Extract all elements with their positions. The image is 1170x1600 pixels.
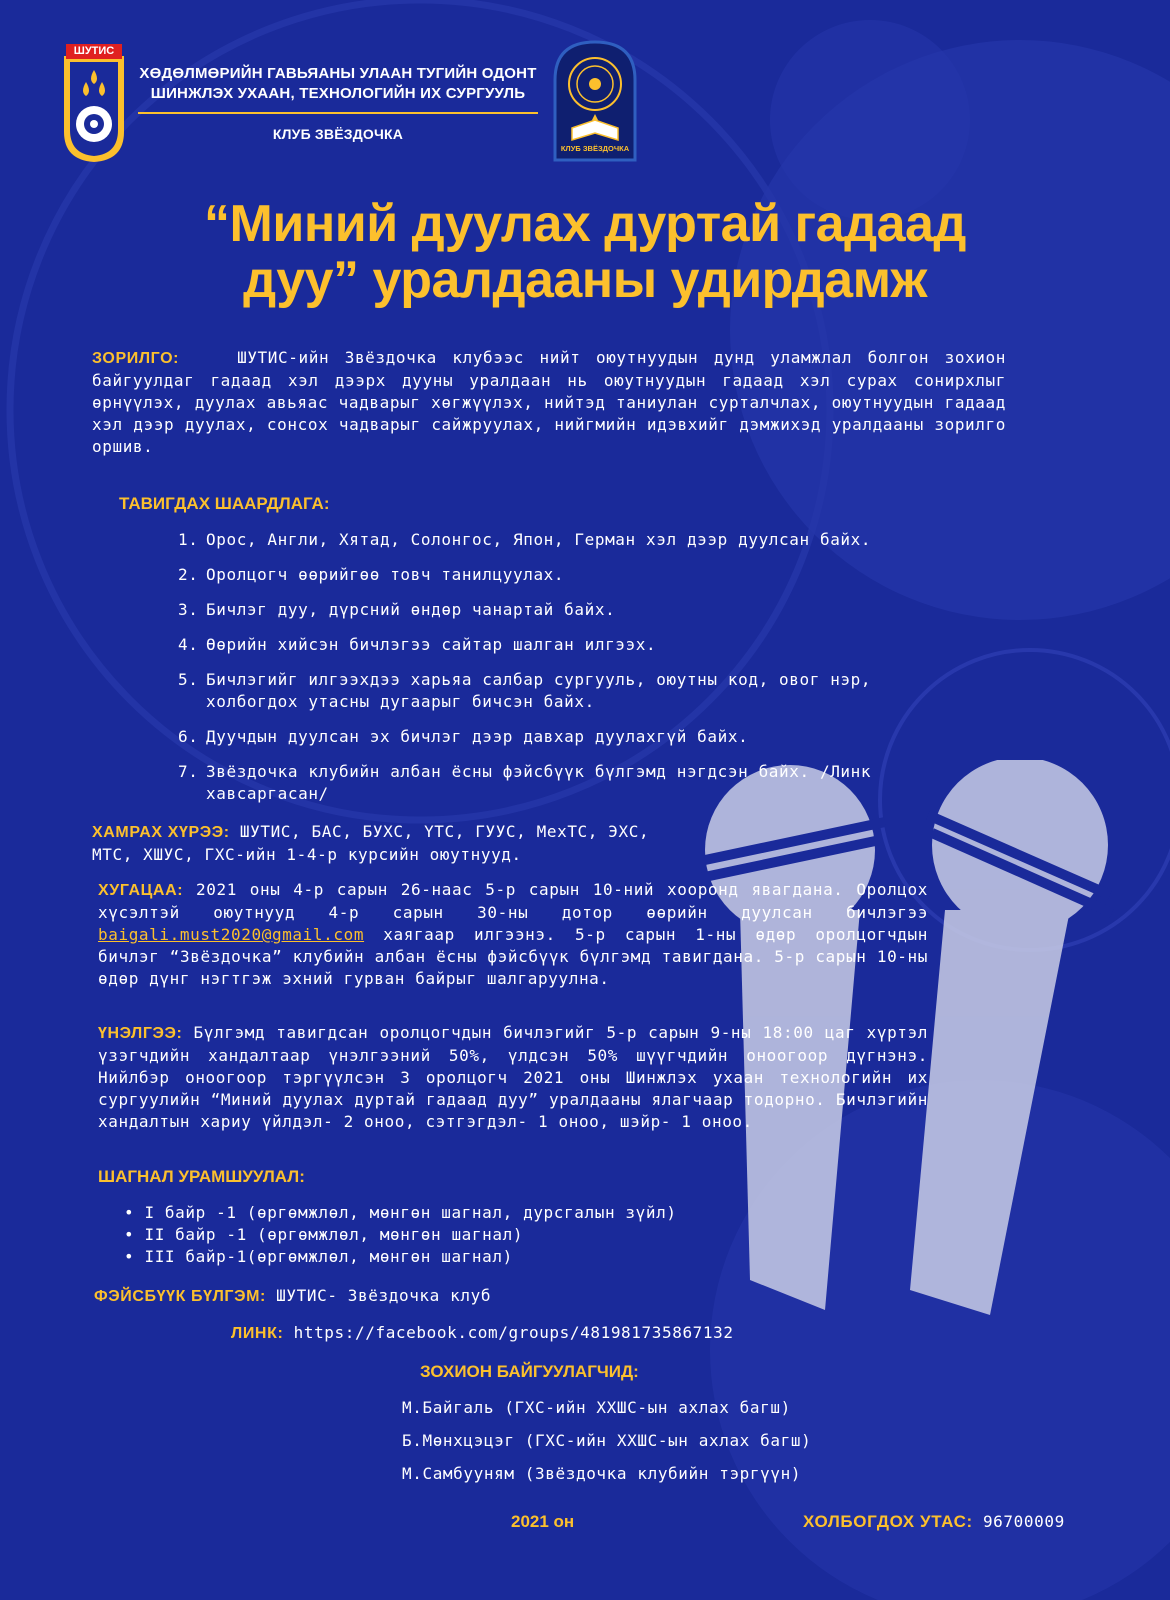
scope-text-2: МТС, ХШУС, ГХС-ийн 1-4-р курсийн оюутнууд. [92,845,522,864]
requirements-list [178,529,958,818]
university-logo-tag: ШУТИС [66,44,122,59]
facebook-section [94,1286,491,1306]
prizes-list [124,1202,824,1268]
goal-section [92,347,1006,458]
requirement-number: 7. [178,762,199,781]
requirement-number: 3. [178,600,199,619]
organizers-list [402,1398,962,1497]
university-logo [62,42,126,164]
prize-text: II байр -1 (өргөмжлөл, мөнгөн шагнал) [144,1225,524,1244]
bullet-icon: • [124,1247,145,1266]
organizer-person: М.Самбууням (Звёздочка клубийн тэргүүн) [402,1464,802,1483]
requirement-item [178,599,958,621]
page-title-line1: “Миний дуулах дуртай гадаад [204,195,966,253]
goal-text: ШУТИС-ийн Звёздочка клубээс нийт оюутнуудын дунд уламжлал болгон зохион байгуулдаг гадаад хэл дээрх дууны уралдаан нь оюутнуудын гадаад хэл сурах сонирхлыг өрнүүлэх, дуулах авьяас чадварыг хөгжүүлэх, нийтэд таниулан сурталчлах, оюутнуудын гадаад хэл дээр дуулах, сонсох чадварыг сайжруулах, нийгмийн идэвхийг дэмжихэд уралдааны зорилго оршив. [92,348,1006,456]
footer-year: 2021 он [511,1512,575,1531]
phone-number: 96700009 [972,1512,1065,1531]
requirement-number: 4. [178,635,199,654]
prizes-label: ШАГНАЛ УРАМШУУЛАЛ: [98,1167,305,1186]
deadline-text-before: 2021 оны 4-р сарын 26-наас 5-р сарын 10-ний хооронд явагдана. Оролцох хүсэлтэй оюутнууд 4-р сарын 30-ны дотор өөрийн дуулсан бичлэгээ [98,880,928,922]
link-label: ЛИНК: [231,1325,284,1342]
email-link[interactable]: baigali.must2020@gmail.com [98,925,365,944]
evaluation-text: Бүлгэмд тавигдсан оролцогчдын бичлэгийг 5-р сарын 9-ны 18:00 цаг хүртэл үзэгчдийн хандалтаар үнэлгээний 50%, үлдсэн 50% шүүгчдийн оноогоор дүгнэнэ. Нийлбэр оноогоор тэргүүлсэн 3 оролцогч 2021 оны Шинжлэх ухаан технологийн их сургуулийн “Миний дуулах дуртай гадаад дуу” уралдааны ялагчаар тодорно. Бичлэгийн хандалтын хариу үйлдэл- 2 оноо, сэтгэгдэл- 1 оноо, шэйр- 1 оноо. [98,1023,928,1131]
prize-text: III байр-1(өргөмжлөл, мөнгөн шагнал) [144,1247,513,1266]
requirement-item [178,726,958,748]
requirement-number: 6. [178,727,199,746]
phone-label: ХОЛБОГДОХ УТАС: [803,1512,973,1531]
deadline-label: ХУГАЦАА: [98,882,184,899]
bullet-icon: • [124,1203,145,1222]
club-name: КЛУБ ЗВЁЗДОЧКА [272,126,404,142]
requirement-item [178,634,958,656]
scope-text-1: ШУТИС, БАС, БУХС, ҮТС, ГУУС, МехТС, ЭХС, [229,822,650,841]
deadline-text-after: хаягаар илгээнэ. 5-р сарын 1-ны өдөр оролцогчдын бичлэг “Звёздочка” клубийн албан ёсны фэйсбүүк бүлгэмд тавигдана. 5-р сарын 10-ны өдөр дүнг нэгтгэж эхний гурван байрыг шалгаруулна. [98,925,928,988]
university-name [138,64,538,144]
microphone-right-handle [910,910,1070,1315]
club-logo [552,40,638,162]
prize-item [124,1246,824,1268]
organizer-person: М.Байгаль (ГХС-ийн ХХШС-ын ахлах багш) [402,1398,791,1417]
goal-label: ЗОРИЛГО: [92,350,180,367]
prize-text: I байр -1 (өргөмжлөл, мөнгөн шагнал, дурсгалын зүйл) [144,1203,677,1222]
page-title-line2: дуу” уралдааны удирдамж [243,251,927,309]
requirement-text: Өөрийн хийсэн бичлэгээ сайтар шалган илгээх. [206,635,657,654]
organizer-person: Б.Мөнхцэцэг (ГХС-ийн ХХШС-ын ахлах багш) [402,1431,812,1450]
evaluation-section [98,1022,928,1133]
requirement-text: Орос, Англи, Хятад, Солонгос, Япон, Герман хэл дээр дуулсан байх. [206,530,872,549]
requirement-item [178,529,958,551]
requirement-text: Оролцогч өөрийгөө товч танилцуулах. [206,565,565,584]
university-name-line2: ШИНЖЛЭХ УХААН, ТЕХНОЛОГИЙН ИХ СУРГУУЛЬ [150,85,526,102]
requirement-text: Бичлэг дуу, дүрсний өндөр чанартай байх. [206,600,616,619]
bullet-icon: • [124,1225,145,1244]
prize-item [124,1202,824,1224]
facebook-group-url[interactable]: https://facebook.com/groups/481981735867132 [283,1323,734,1342]
requirement-number: 1. [178,530,199,549]
organizers-label: ЗОХИОН БАЙГУУЛАГЧИД: [420,1362,639,1381]
requirement-item [178,564,958,586]
facebook-label: ФЭЙСБҮҮК БҮЛГЭМ: [94,1288,266,1305]
facebook-group-name: ШУТИС- Звёздочка клуб [265,1286,492,1305]
requirement-number: 2. [178,565,199,584]
prize-item [124,1224,824,1246]
evaluation-label: ҮНЭЛГЭЭ: [98,1025,183,1042]
requirement-number: 5. [178,670,199,689]
requirement-item [178,761,958,805]
requirement-text: Звёздочка клубийн албан ёсны фэйсбүүк бүлгэмд нэгдсэн байх. /Линк хавсаргасан/ [206,762,872,803]
scope-label: ХАМРАХ ХҮРЭЭ: [92,824,230,841]
scope-section [92,821,742,866]
university-name-line1: ХӨДӨЛМӨРИЙН ГАВЬЯАНЫ УЛААН ТУГИЙН ОДОНТ [139,65,537,82]
deadline-section [98,879,928,990]
club-logo-label: КЛУБ ЗВЁЗДОЧКА [560,144,630,153]
footer-contact [803,1512,1065,1532]
page-title [100,196,1070,308]
requirement-text: Бичлэгийг илгээхдээ харьяа салбар сургууль, оюутны код, овог нэр, холбогдох утасны дугаарыг бичсэн байх. [206,670,872,711]
requirement-text: Дуучдын дуулсан эх бичлэг дээр давхар дуулахгүй байх. [206,727,749,746]
header-divider [138,112,538,114]
requirements-label: ТАВИГДАХ ШААРДЛАГА: [119,494,330,513]
requirement-item [178,669,958,713]
link-section [231,1323,734,1343]
